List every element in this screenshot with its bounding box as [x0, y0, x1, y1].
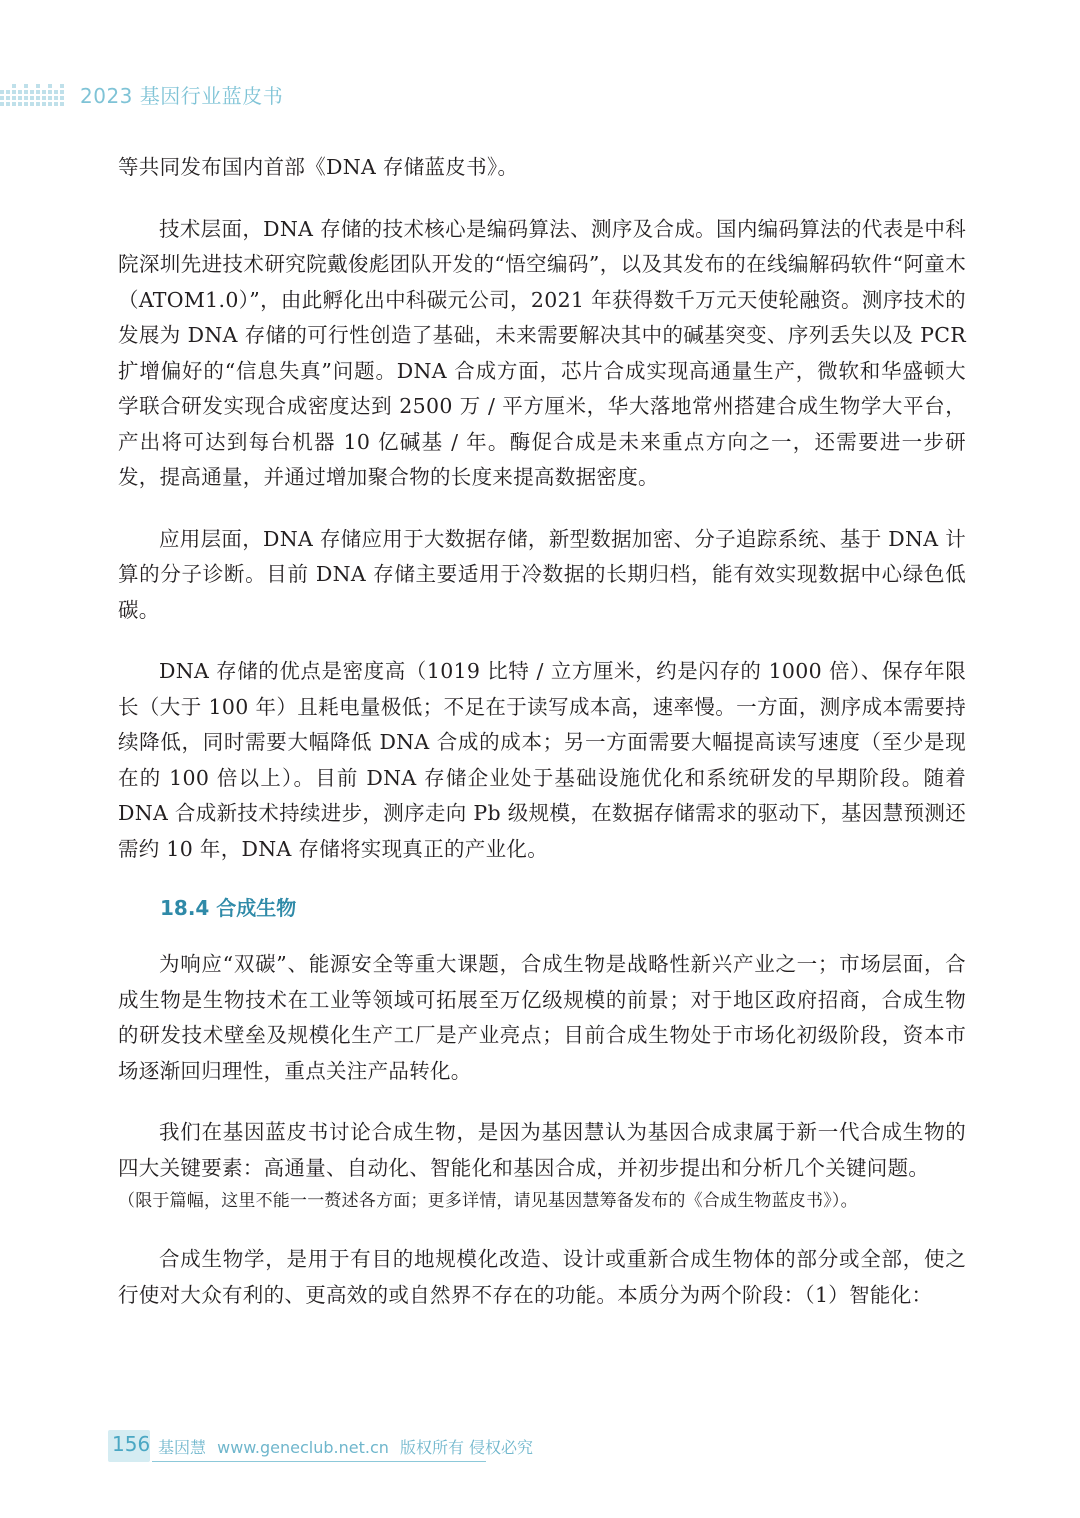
footer-text [158, 1435, 539, 1458]
paragraph-synbio-elements: 我们在基因蓝皮书讨论合成生物，是因为基因慧认为基因合成隶属于新一代合成生物的四大关键要素：高通量、自动化、智能化和基因合成，并初步提出和分析几个关键问题。 [118, 1120, 966, 1180]
paragraph-synbio-definition: 合成生物学，是用于有目的地规模化改造、设计或重新合成生物体的部分或全部，使之行使对大众有利的、更高效的或自然界不存在的功能。本质分为两个阶段：（1）智能化： [118, 1247, 966, 1307]
page-number: 156 [112, 1432, 151, 1456]
section-heading: 18.4 合成生物 [160, 896, 297, 920]
page-number-box [108, 1430, 150, 1462]
page-body [118, 150, 966, 1339]
header-title: 2023 基因行业蓝皮书 [80, 84, 284, 108]
paragraph-technology: 技术层面，DNA 存储的技术核心是编码算法、测序及合成。国内编码算法的代表是中科院深圳先进技术研究院戴俊彪团队开发的“悟空编码”，以及其发布的在线编解码软件“阿童木（ATOM1.0）”，由此孵化出中科碳元公司，2021 年获得数千万元天使轮融资。测序技术的发展为 DNA 存储的可行性创造了基础，未来需要解决其中的碱基突变、序列丢失以及 PCR 扩增偏好的“信息失真”问题。DNA 合成方面，芯片合成实现高通量生产，微软和华盛顿大学联合研发实现合成密度达到 2500 万 / 平方厘米，华大落地常州搭建合成生物学大平台，产出将可达到每台机器 10 亿碱基 / 年。酶促合成是未来重点方向之一，还需要进一步研发，提高通量，并通过增加聚合物的长度来提高数据密度。 [118, 216, 966, 489]
footer-website: www.geneclub.net.cn [217, 1438, 389, 1457]
footer-brand: 基因慧 [158, 1438, 207, 1457]
footer-copyright: 版权所有 侵权必究 [399, 1438, 534, 1457]
paragraph-synbio-market: 为响应“双碳”、能源安全等重大课题，合成生物是战略性新兴产业之一；市场层面，合成生物是生物技术在工业等领域可拓展至万亿级规模的前景；对于地区政府招商，合成生物的研发技术壁垒及规模化生产工厂是产业亮点；目前合成生物处于市场化初级阶段，资本市场逐渐回归理性，重点关注产品转化。 [118, 952, 966, 1083]
paragraph-pros-cons: DNA 存储的优点是密度高（1019 比特 / 立方厘米，约是闪存的 1000 倍）、保存年限长（大于 100 年）且耗电量极低；不足在于读写成本高，速率慢。一方面，测序成本需要持续降低，同时需要大幅降低 DNA 合成的成本；另一方面需要大幅提高读写速度（至少是现在的 100 倍以上）。目前 DNA 存储企业处于基础设施优化和系统研发的早期阶段。随着 DNA 合成新技术持续进步，测序走向 Pb 级规模，在数据存储需求的驱动下，基因慧预测还需约 10 年，DNA 存储将实现真正的产业化。 [118, 659, 966, 861]
running-header [0, 74, 400, 118]
paragraph-application: 应用层面，DNA 存储应用于大数据存储，新型数据加密、分子追踪系统、基于 DNA 计算的分子诊断。目前 DNA 存储主要适用于冷数据的长期归档，能有效实现数据中心绿色低碳。 [118, 526, 967, 622]
footnote-remark: （限于篇幅，这里不能一一赘述各方面；更多详情，请见基因慧筹备发布的《合成生物蓝皮书》）。 [118, 1191, 858, 1211]
paragraph-continuation: 等共同发布国内首部《DNA 存储蓝皮书》。 [118, 155, 519, 179]
header-dot-pattern-icon [0, 80, 70, 108]
page-footer [108, 1430, 534, 1464]
footer-divider [152, 1461, 486, 1462]
